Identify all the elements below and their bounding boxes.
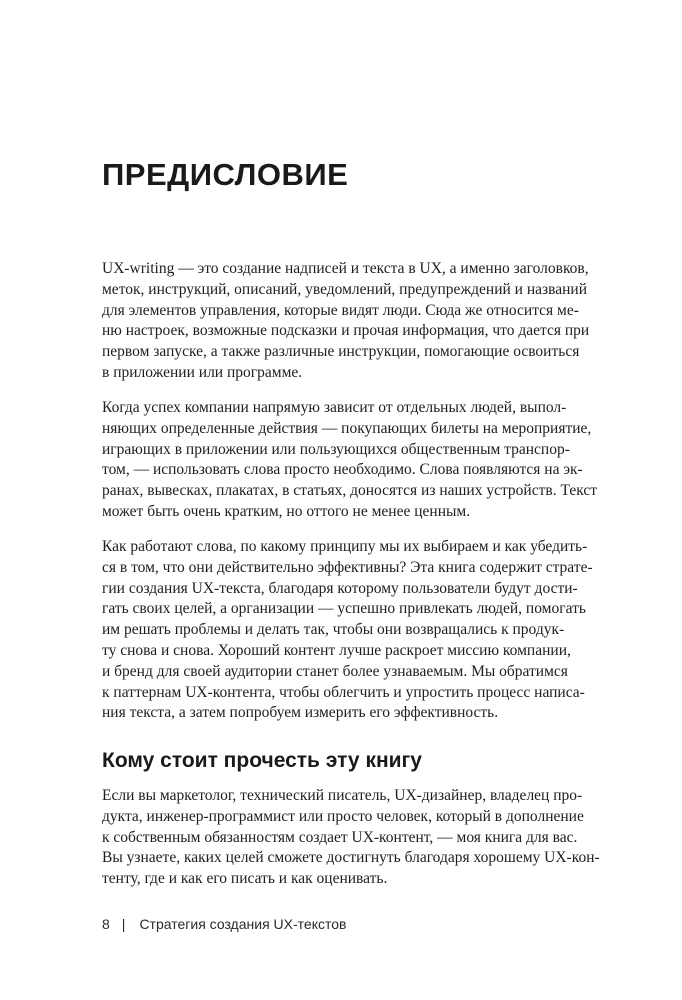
text-line: первом запуске, а также различные инструкции, помогающие освоиться: [102, 343, 580, 361]
text-line: меток, инструкций, описаний, уведомлений, предупреждений и названий: [102, 280, 588, 298]
second-paragraph: [102, 398, 597, 523]
text-line: в приложении или программе.: [102, 363, 303, 381]
text-line: ранах, вывесках, плакатах, в статьях, доносятся из наших устройств. Текст: [102, 482, 598, 500]
third-paragraph: [102, 537, 593, 724]
text-line: Вы узнаете, каких целей сможете достигнуть благодаря хорошему UX-кон-: [102, 849, 600, 867]
text-line: гать своих целей, а организации — успешно привлекать людей, помогать: [102, 600, 586, 618]
text-line: гии создания UX-текста, благодаря которому пользователи будут дости-: [102, 579, 578, 597]
chapter-title: ПРЕДИСЛОВИЕ: [102, 157, 349, 192]
text-line: дукта, инженер-программист или просто человек, который в дополнение: [102, 807, 584, 825]
text-line: тенту, где и как его писать и как оценивать.: [102, 870, 388, 888]
text-line: Когда успех компании напрямую зависит от отдельных людей, выпол-: [102, 399, 567, 416]
section-paragraph: [102, 786, 600, 890]
text-line: им решать проблемы и делать так, чтобы они возвращались к продук-: [102, 621, 565, 639]
text-line: няющих определенные действия — покупающих билеты на мероприятие,: [102, 419, 592, 437]
text-line: ся в том, что они действительно эффективны? Эта книга содержит страте-: [102, 558, 593, 576]
section-heading: Кому стоит прочесть эту книгу: [102, 749, 422, 772]
text-line: к собственным обязанностям создает UX-контент, — моя книга для вас.: [102, 828, 578, 846]
text-line: играющих в приложении или пользующихся общественным транспор-: [102, 440, 570, 458]
page-footer: [102, 914, 346, 934]
text-line: Если вы маркетолог, технический писатель, UX-дизайнер, владелец про-: [102, 787, 583, 804]
footer-separator: |: [121, 916, 126, 932]
text-line: к паттернам UX-контента, чтобы облегчить и упростить процесс написа-: [102, 683, 585, 701]
intro-paragraph: [102, 259, 589, 384]
text-line: может быть очень кратким, но оттого не менее ценным.: [102, 502, 471, 520]
text-line: для элементов управления, которые видят люди. Сюда же относится ме-: [102, 301, 579, 319]
text-line: Как работают слова, по какому принципу мы их выбираем и как убедить-: [102, 538, 588, 555]
page-number: 8: [102, 916, 110, 932]
text-line: том, — использовать слова просто необходимо. Слова появляются на эк-: [102, 461, 583, 479]
text-line: ния текста, а затем попробуем измерить его эффективность.: [102, 704, 499, 722]
text-line: ту снова и снова. Хороший контент лучше раскроет миссию компании,: [102, 641, 571, 659]
text-line: и бренд для своей аудитории станет более узнаваемым. Мы обратимся: [102, 662, 568, 680]
running-book-title: Стратегия создания UX-текстов: [139, 916, 347, 932]
text-line: UX-writing — это создание надписей и текста в UX, а именно заголовков,: [102, 260, 589, 277]
text-line: ню настроек, возможные подсказки и прочая информация, что дается при: [102, 322, 590, 340]
